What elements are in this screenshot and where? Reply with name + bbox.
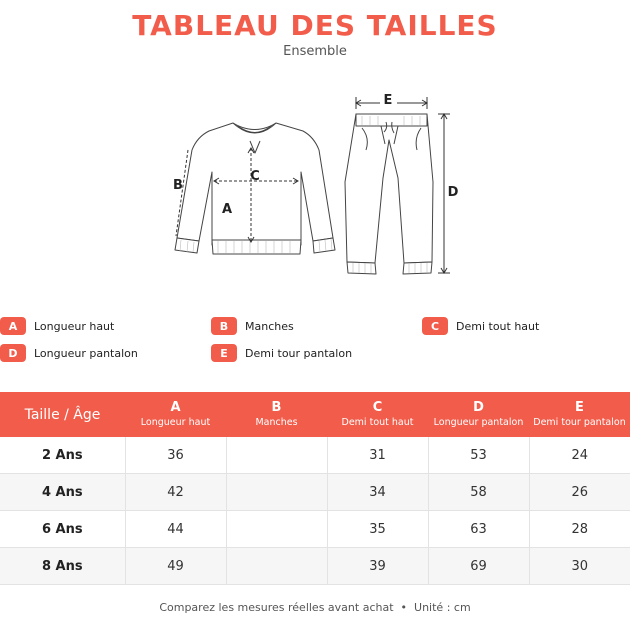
value-cell-c: 31 [327, 437, 428, 474]
legend-item-c [422, 317, 539, 335]
footer-note [0, 601, 630, 614]
size-table [0, 392, 630, 585]
header-sublabel: Longueur haut [140, 416, 211, 428]
header-col-d [428, 392, 529, 437]
legend-badge: C [422, 317, 448, 335]
legend-label: Demi tour pantalon [245, 346, 353, 360]
size-cell: 2 Ans [0, 437, 125, 474]
header-sublabel: Demi tour pantalon [533, 416, 626, 428]
size-cell: 6 Ans [0, 511, 125, 548]
label-d: D [447, 185, 459, 200]
table-row [0, 437, 630, 474]
legend-badge: A [0, 317, 26, 335]
legend-item-b [211, 317, 294, 335]
value-cell-a: 42 [125, 474, 226, 511]
legend-item-a [0, 317, 114, 335]
value-cell-a: 36 [125, 437, 226, 474]
value-cell-e: 26 [529, 474, 630, 511]
value-cell-b [226, 437, 327, 474]
value-cell-c: 34 [327, 474, 428, 511]
value-cell-e: 24 [529, 437, 630, 474]
value-cell-a: 49 [125, 548, 226, 585]
table-row [0, 511, 630, 548]
header-col-b [226, 392, 327, 437]
legend-badge: E [211, 344, 237, 362]
value-cell-d: 69 [428, 548, 529, 585]
header-letter: A [170, 399, 181, 415]
value-cell-d: 58 [428, 474, 529, 511]
header-col-a [125, 392, 226, 437]
header-size-age: Taille / Âge [0, 392, 125, 437]
header-letter: D [473, 399, 484, 415]
header-letter: E [575, 399, 584, 415]
legend-item-e [211, 344, 352, 362]
value-cell-b [226, 474, 327, 511]
legend-label: Longueur haut [34, 319, 115, 333]
label-e: E [383, 93, 393, 108]
value-cell-e: 28 [529, 511, 630, 548]
table-row [0, 474, 630, 511]
value-cell-a: 44 [125, 511, 226, 548]
header-letter: C [372, 399, 383, 415]
value-cell-b [226, 548, 327, 585]
table-row [0, 548, 630, 585]
size-illustration [162, 76, 468, 302]
table-header-row [0, 392, 630, 437]
header-sublabel: Longueur pantalon [433, 416, 524, 428]
size-cell: 4 Ans [0, 474, 125, 511]
page-subtitle: Ensemble [283, 44, 347, 59]
value-cell-d: 63 [428, 511, 529, 548]
value-cell-c: 35 [327, 511, 428, 548]
header-letter: B [271, 399, 282, 415]
value-cell-b [226, 511, 327, 548]
value-cell-d: 53 [428, 437, 529, 474]
header-sublabel: Manches [255, 416, 298, 428]
label-a: A [221, 202, 233, 217]
footer-unit: Unité : cm [414, 601, 471, 614]
legend-label: Manches [245, 319, 294, 333]
footer-separator: • [400, 601, 408, 614]
value-cell-c: 39 [327, 548, 428, 585]
legend-badge: D [0, 344, 26, 362]
legend-badge: B [211, 317, 237, 335]
footer-text: Comparez les mesures réelles avant achat [159, 601, 394, 614]
header-sublabel: Demi tout haut [341, 416, 414, 428]
legend-item-d [0, 344, 138, 362]
size-cell: 8 Ans [0, 548, 125, 585]
header-col-e [529, 392, 630, 437]
page-title: TABLEAU DES TAILLES [132, 9, 498, 42]
legend-label: Longueur pantalon [34, 346, 138, 360]
label-b: B [173, 178, 183, 193]
label-c: C [250, 169, 260, 184]
header-col-c [327, 392, 428, 437]
value-cell-e: 30 [529, 548, 630, 585]
legend-label: Demi tout haut [456, 319, 540, 333]
